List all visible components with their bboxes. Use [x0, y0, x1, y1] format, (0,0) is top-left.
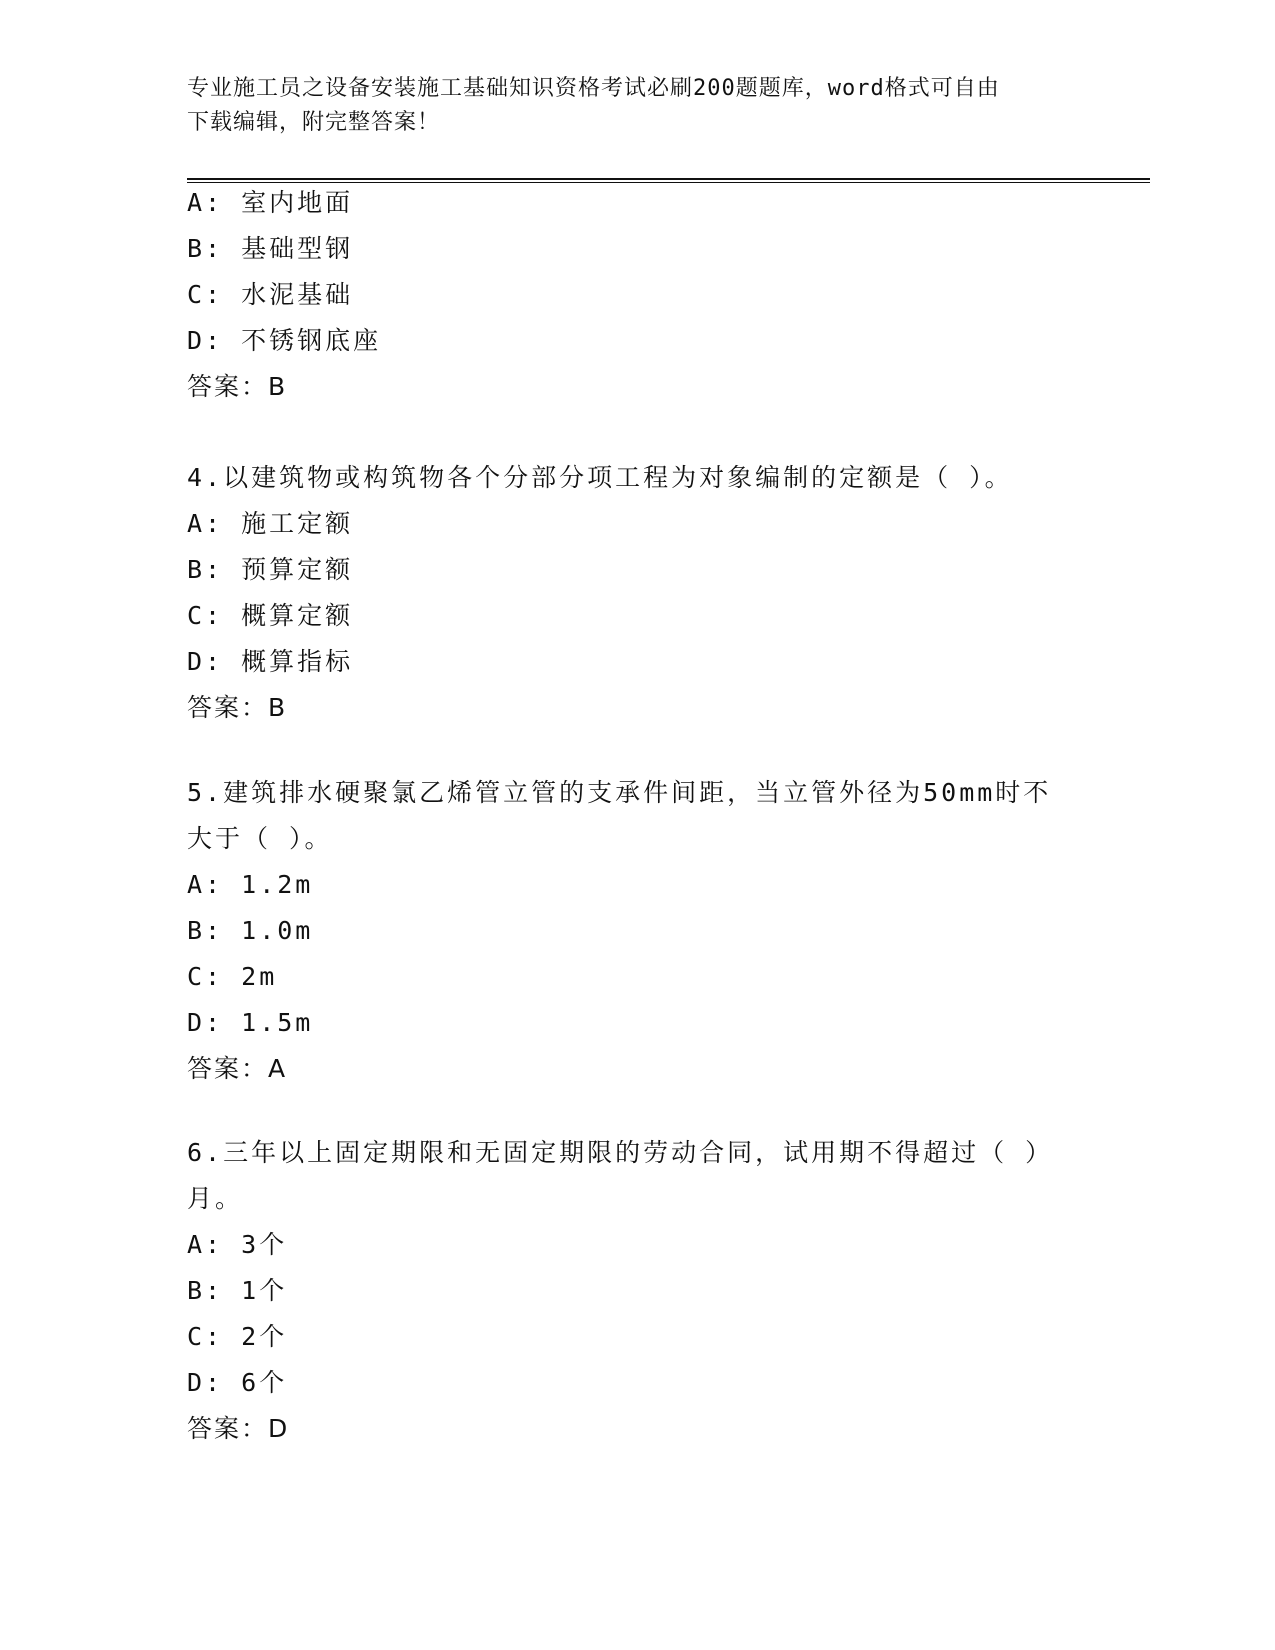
option-a: A: 施工定额 — [187, 509, 354, 538]
answer: 答案：B — [187, 693, 288, 722]
option-b: B: 1.0m — [187, 916, 314, 945]
option-b: B: 1个 — [187, 1276, 288, 1305]
question-text: 4.以建筑物或构筑物各个分部分项工程为对象编制的定额是（ ）。 — [187, 463, 1013, 492]
answer: 答案：D — [187, 1414, 290, 1443]
answer: 答案：B — [187, 372, 288, 401]
question-3 — [187, 180, 1087, 410]
header-line-1: 专业施工员之设备安装施工基础知识资格考试必刷200题题库，word格式可自由 — [187, 76, 1000, 101]
option-a: A: 室内地面 — [187, 188, 354, 217]
option-c: C: 水泥基础 — [187, 280, 354, 309]
option-d: D: 概算指标 — [187, 647, 354, 676]
option-a: A: 1.2m — [187, 870, 314, 899]
header-line-2: 下载编辑，附完整答案！ — [187, 110, 441, 135]
option-b: B: 预算定额 — [187, 555, 354, 584]
question-text-line-1: 6.三年以上固定期限和无固定期限的劳动合同，试用期不得超过（ ） — [187, 1138, 1054, 1167]
option-b: B: 基础型钢 — [187, 234, 354, 263]
question-text-line-2: 大于（ ）。 — [187, 824, 333, 853]
question-6 — [187, 1130, 1087, 1452]
option-c: C: 2m — [187, 962, 278, 991]
option-c: C: 2个 — [187, 1322, 288, 1351]
question-text-line-2: 月。 — [187, 1184, 244, 1213]
option-d: D: 不锈钢底座 — [187, 326, 382, 355]
question-4 — [187, 455, 1087, 731]
question-text-line-1: 5.建筑排水硬聚氯乙烯管立管的支承件间距，当立管外径为50mm时不 — [187, 778, 1052, 807]
question-5 — [187, 770, 1087, 1092]
option-c: C: 概算定额 — [187, 601, 354, 630]
option-d: D: 1.5m — [187, 1008, 314, 1037]
answer: 答案：A — [187, 1054, 288, 1083]
option-a: A: 3个 — [187, 1230, 288, 1259]
document-header — [187, 72, 1087, 140]
option-d: D: 6个 — [187, 1368, 288, 1397]
